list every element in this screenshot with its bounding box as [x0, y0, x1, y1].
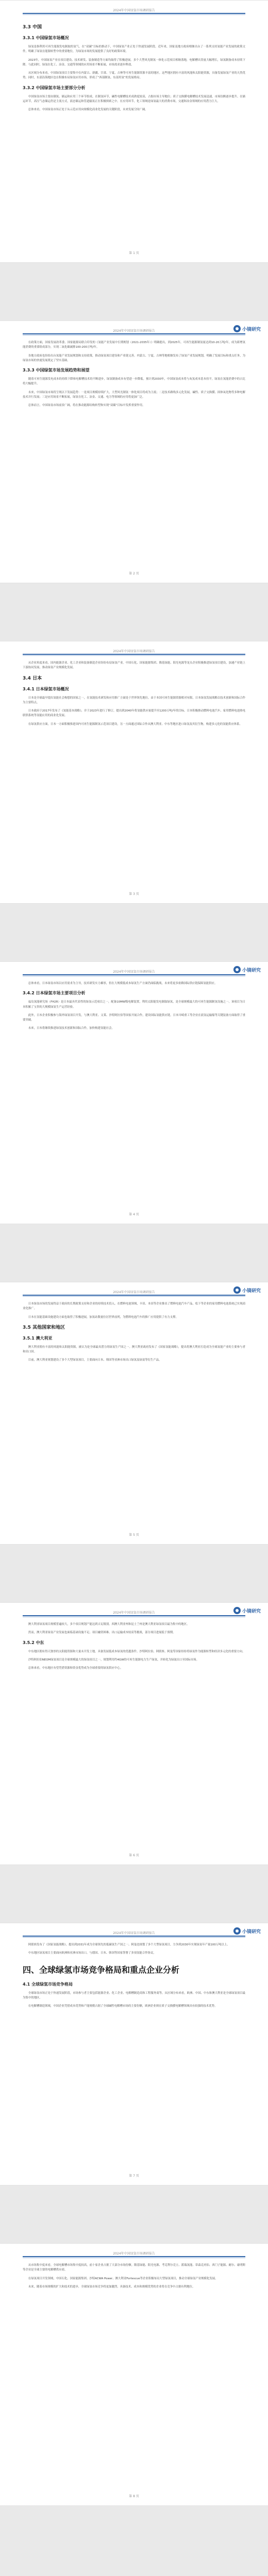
subsection-heading: 3.3.2 中国绿氢市场主要部分分析 [23, 85, 86, 90]
body-paragraph: 未来，中国绿氢市场将呈现以下发展趋势：一是项目规模持续扩大，大型风光制氢一体化项目将成为主流；二是技术路线多元化发展，碱性、质子交换膜、固体氧化物等多种电解技术并行发展；三是应用场景不断拓展，绿氢在化工、冶金、交通、电力等领域的应用将更加广泛。 [23, 391, 245, 399]
body-paragraph: 总体而言，中国绿氢市场前景广阔，将在推动能源结构转型和实现“双碳”目标中发挥重要作用。 [28, 404, 145, 408]
subsection-heading: 3.5.1 澳大利亚 [23, 1335, 53, 1341]
body-paragraph: 日本绿氢市场的发展得益于政府的长期政策支持和企业的持续技术投入。在燃料电池领域，丰田、本田等企业推出了燃料电池汽车产品，松下等企业的家用燃料电池系统已实现商业化推广。 [23, 1302, 245, 1311]
body-paragraph: 随着可再生能源发电成本的持续下降和电解槽技术的不断进步，绿氢制备成本有望进一步降低。预计到2030年，中国绿氢成本将与灰氢成本基本持平，绿氢在氢能消费中的占比将大幅提升。 [23, 378, 245, 386]
page-number: 第 5 页 [129, 1533, 139, 1537]
header-rule-thin [23, 655, 245, 656]
logo-text: 小镜研究 [242, 327, 261, 332]
subsection-heading: 3.4.1 日本绿氢市场概况 [23, 686, 69, 691]
body-paragraph: 日本在氢能基础设施建设方面也取得了积极进展，加氢站数量位居世界前列，为燃料电池汽车的推广应用提供了有力支撑。 [28, 1315, 178, 1319]
logo-mark-icon [233, 1607, 241, 1614]
body-paragraph: 从企业角度来看，国内能源企业、化工企业和装备制造企业纷纷布局绿氢产业。中国石化、国家能源集团、隆基绿能、阳光电源等龙头企业积极推进绿氢项目建设，加速产业链上下游协同发展，推动绿氢产业规模化发展。 [23, 662, 245, 670]
header-rule-thin [23, 1937, 245, 1938]
running-header: 2024年中国绿氢市场调研报告 [113, 970, 155, 974]
subsection-heading: 3.3.3 中国绿氢市场发展趋势和展望 [23, 368, 90, 373]
section-heading: 3.5 其他国家和地区 [23, 1325, 65, 1330]
brand-logo [233, 325, 261, 332]
page-content [23, 1622, 245, 1674]
body-paragraph: 中国绿氢市场主要由制氢、储运和应用三个环节组成。在制氢环节，碱性电解槽技术成熟度较高，占据市场主导地位；质子交换膜电解槽技术发展迅速，市场份额逐步提升。在储运环节，高压气态储运仍是主流方式，液态储运和管道输氢正在积极探索之中。在应用环节，化工领域是绿氢最大的消费市场，交通和冶金领域的应用潜力巨大。 [23, 95, 245, 104]
body-paragraph: 各地方政府也纷纷出台氢能产业发展规划和支持政策，推动绿氢项目建设和产业链完善。内蒙古、宁夏、吉林等地相继发布了绿氢产业发展规划，明确了发展目标和重点任务，为绿氢市场的快速发展奠定了坚实基础。 [23, 354, 245, 362]
body-paragraph: 日本是全球最早提出氢能社会构想的国家之一，在氢能技术研发和应用推广方面处于世界领先地位。由于本国可再生能源资源相对有限，日本绿氢发展战略以技术创新和国际合作为主要特点。 [23, 696, 245, 704]
body-paragraph: 总体来看，中东地区有望凭借资源和资金优势成为全球重要的绿氢供应中心。 [28, 1667, 123, 1670]
body-paragraph: 在电解槽制造领域，中国企业凭借成本优势和产能规模占据了全球碱性电解槽市场的主要份额，欧洲企业则在质子交换膜电解槽领域具有较强的技术优势。 [28, 2005, 217, 2008]
header-rule [23, 654, 245, 655]
page-content [23, 2263, 245, 2293]
body-paragraph: 全球绿氢市场正处于快速发展阶段，市场参与者主要包括能源企业、化工企业、电解槽制造商和工程服务商等。从区域分布来看，欧洲、中国、中东和澳大利亚是全球绿氢项目最为集中的地区。 [23, 1991, 245, 1999]
body-paragraph: 目前，澳大利亚规划建设了多个大型绿氢项目，主要面向日本、韩国等亚洲市场出口绿氢及绿氨等衍生产品。 [28, 1359, 162, 1362]
body-paragraph: 从区域分布来看，中国绿氢项目主要集中在内蒙古、新疆、甘肃、宁夏、吉林等可再生能源资源丰富的地区。这些地区拥有丰富的风能和太阳能资源，具备发展绿氢产业的天然优势。同时，东部沿海地区也在积极布局绿氢应用市场，形成了“西部制氢、东部用氢”的发展格局。 [23, 72, 245, 80]
logo-text: 小镜研究 [242, 1608, 261, 1614]
page-content [23, 20, 245, 116]
brand-logo [233, 966, 261, 973]
body-paragraph: 中东地区拥有得天独厚的太阳能资源和大量未开发土地，具备发展低成本绿氢的优越条件。沙特阿拉伯、阿联酋、阿曼等国家纷纷将绿氢作为能源转型和经济多元化的重要方向。 [28, 1650, 245, 1653]
header-rule [23, 333, 245, 334]
body-paragraph: 在绿氢供应方面，日本一方面积极推进国内可再生能源制氢示范项目建设，另一方面通过国际合作从澳大利亚、中东等地区进口绿氢及其衍生物，构建多元化的氢能供应体系。 [28, 722, 242, 726]
body-paragraph: 然而，澳大利亚绿氢产业发展也面临基础设施不足、项目融资困难、出口运输成本较高等挑战，部分项目进展低于预期。 [28, 1631, 176, 1635]
page-number: 第 2 页 [129, 572, 139, 575]
running-header: 2024年中国绿氢市场调研报告 [113, 650, 155, 653]
logo-text: 小镜研究 [242, 1929, 261, 1935]
body-paragraph: 中东地区绿氢项目主要面向欧洲和亚洲市场出口，与德国、日本、韩国等国家签署了多项氢能合作协议。 [28, 1952, 156, 1955]
body-paragraph: 从市场集中度来看，全球电解槽市场集中度较高，前十家企业占据了大部分市场份额。隆基绿能、阳光电源、考克利尔竞立、派瑞氢能、蒂森克虏伯、西门子能源、耐尔、康明斯等企业是全球主要的电解槽供应商。 [23, 2264, 245, 2272]
document-page [0, 2243, 268, 2506]
document-page [0, 1282, 268, 1545]
page-number: 第 8 页 [129, 2495, 139, 2498]
body-paragraph: 总体来看，日本绿氢市场以应用需求为主导，技术研发实力雄厚，但在大规模低成本绿氢生产方面仍面临挑战，未来将更多依赖国际供应链保障氢能供应。 [28, 982, 217, 985]
subsection-heading: 4.1 全球绿氢市场竞争格局 [23, 1981, 73, 1987]
logo-mark-icon [233, 1286, 241, 1294]
header-rule [23, 1936, 245, 1937]
document-page [0, 1602, 268, 1865]
body-paragraph: 未来，日本将继续推进绿氢技术创新和国际合作，加快构建氢能社会。 [28, 1027, 114, 1030]
page-content [23, 981, 245, 1035]
brand-logo [233, 1927, 261, 1935]
running-header: 2024年中国绿氢市场调研报告 [113, 1931, 155, 1935]
document-page [0, 320, 268, 583]
body-paragraph: 在绿氢项目开发领域，中国石化、国家能源集团、沙特ACWA Power、澳大利亚Fortescue等企业积极布局大型绿氢项目，推动全球绿氢产业规模化发展。 [28, 2277, 218, 2280]
header-rule [23, 1615, 245, 1616]
brand-logo [233, 1286, 261, 1294]
running-header: 2024年中国绿氢市场调研报告 [113, 1611, 155, 1615]
section-heading: 3.4 日本 [23, 675, 42, 681]
running-header: 2024年中国绿氢市场调研报告 [113, 2252, 155, 2256]
running-header: 2024年中国绿氢市场调研报告 [113, 9, 155, 12]
brand-logo [233, 1607, 261, 1614]
header-rule [23, 2256, 245, 2257]
body-paragraph: 沙特阿拉伯NEOM绿氢项目是全球规模最大的绿氢项目之一，规划利用约4GW的可再生能源电力生产绿氢，并转化为绿氨出口至国际市场。 [28, 1658, 199, 1662]
body-paragraph: 阿联酋发布了《国家氢能战略》，提出到2031年成为全球领先的低碳氢生产国之一。阿曼也规划了多个大型绿氢项目，力争到2030年实现绿氢年产量100万吨以上。 [28, 1943, 230, 1946]
page-number: 第 3 页 [129, 892, 139, 896]
body-paragraph: 澳大利亚绿氢项目规模普遍较大，多个项目规划产能达到吉瓦级别。西澳大利亚州和昆士兰州是澳大利亚绿氢项目最为集中的地区。 [28, 1623, 190, 1626]
body-paragraph: 绿氢是指利用可再生能源发电制取的氢气。在“双碳”目标的推动下，中国绿氢产业正处于快速发展阶段。近年来，国家及地方政府相继出台了一系列支持氢能产业发展的政策文件，明确了绿氢在能源转型中的重要地位，为绿氢市场的发展提供了良好的政策环境。 [23, 45, 245, 54]
body-paragraph: 澳大利亚拥有丰富的风能和太阳能资源，被认为是全球最具潜力的绿氢生产国之一。澳大利亚政府发布了《国家氢能战略》，提出将澳大利亚打造成为全球氢能产业的主要参与者和出口国。 [23, 1345, 245, 1354]
section-heading: 3.3 中国 [23, 25, 42, 30]
body-paragraph: 总体来看，中国绿氢市场正处于从示范应用向规模化商业化发展的关键阶段，未来发展空间广阔。 [28, 108, 148, 112]
body-paragraph: 在政策方面，国家发展改革委、国家能源局联合印发的《氢能产业发展中长期规划（2021-2035年）》明确提出，到2025年，可再生能源制氢量达到10-20万吨/年，成为新增氢能消费的重要组成部分，实现二氧化碳减排100-200万吨/年。 [23, 341, 245, 349]
body-paragraph: 未来，随着市场规模的扩大和技术的进步，全球绿氢市场竞争将更加激烈，具备技术、成本和规模优势的企业将在竞争中占据有利地位。 [28, 2285, 195, 2289]
page-number: 第 7 页 [129, 2174, 139, 2178]
subsection-heading: 3.3.1 中国绿氢市场概况 [23, 36, 69, 40]
logo-mark-icon [233, 1927, 241, 1935]
logo-text: 小镜研究 [242, 968, 261, 973]
document-page [0, 0, 268, 263]
header-rule [23, 13, 245, 14]
page-number: 第 1 页 [129, 251, 139, 255]
chapter-heading: 四、全球绿氢市场竞争格局和重点企业分析 [23, 1964, 180, 1975]
subsection-heading: 3.5.2 中东 [23, 1640, 44, 1645]
page-content [23, 661, 245, 731]
document-page [0, 1923, 268, 2185]
header-rule-thin [23, 14, 245, 15]
subsection-heading: 3.4.2 日本绿氢市场主要项目分析 [23, 991, 86, 996]
page-number: 第 4 页 [129, 1213, 139, 1216]
page-content [23, 1943, 245, 2012]
header-rule [23, 1295, 245, 1296]
page-content [23, 1302, 245, 1367]
document-page [0, 641, 268, 904]
body-paragraph: 日本政府于2017年发布了《氢能基本战略》，并于2023年进行了修订，提出到2040年将氢能供应量提升至1200万吨/年的目标。日本积极推动燃料电池汽车、家用燃料电池热电联供系统等氢能应用的商业化发展。 [23, 709, 245, 718]
logo-text: 小镜研究 [242, 1288, 261, 1294]
page-content [23, 341, 245, 412]
document-page [0, 961, 268, 1224]
running-header: 2024年中国绿氢市场调研报告 [113, 329, 155, 333]
header-rule [23, 974, 245, 975]
header-rule-thin [23, 1296, 245, 1297]
running-header: 2024年中国绿氢市场调研报告 [113, 1291, 155, 1294]
logo-mark-icon [233, 966, 241, 973]
logo-mark-icon [233, 325, 241, 332]
body-paragraph: 福岛氢能研究场（FH2R）是日本最具代表性的绿氢示范项目之一，配备10MW级电解装置，利用太阳能发电制取绿氢，是全球规模最大的可再生能源制氢设施之一。该项目为日本积累了宝贵的大规模绿氢生产运营经验。 [23, 1001, 245, 1009]
body-paragraph: 2023年，中国绿氢产业在项目建设、技术研发、装备制造等方面均取得了积极进展。多个大型风光制氢一体化示范项目相继落地，电解槽出货量大幅增长，绿氢制备成本持续下降。与此同时，绿氢在化工、冶金、交通等领域的应用场景不断拓展，市场需求逐步释放。 [23, 58, 245, 66]
page-number: 第 6 页 [129, 1854, 139, 1857]
body-paragraph: 此外，日本企业积极参与海外绿氢项目开发，与澳大利亚、文莱、沙特阿拉伯等国家开展合作，建设国际氢能供应链。日本川崎重工等企业在液氢运输船等关键装备方面取得了重要突破。 [23, 1013, 245, 1022]
